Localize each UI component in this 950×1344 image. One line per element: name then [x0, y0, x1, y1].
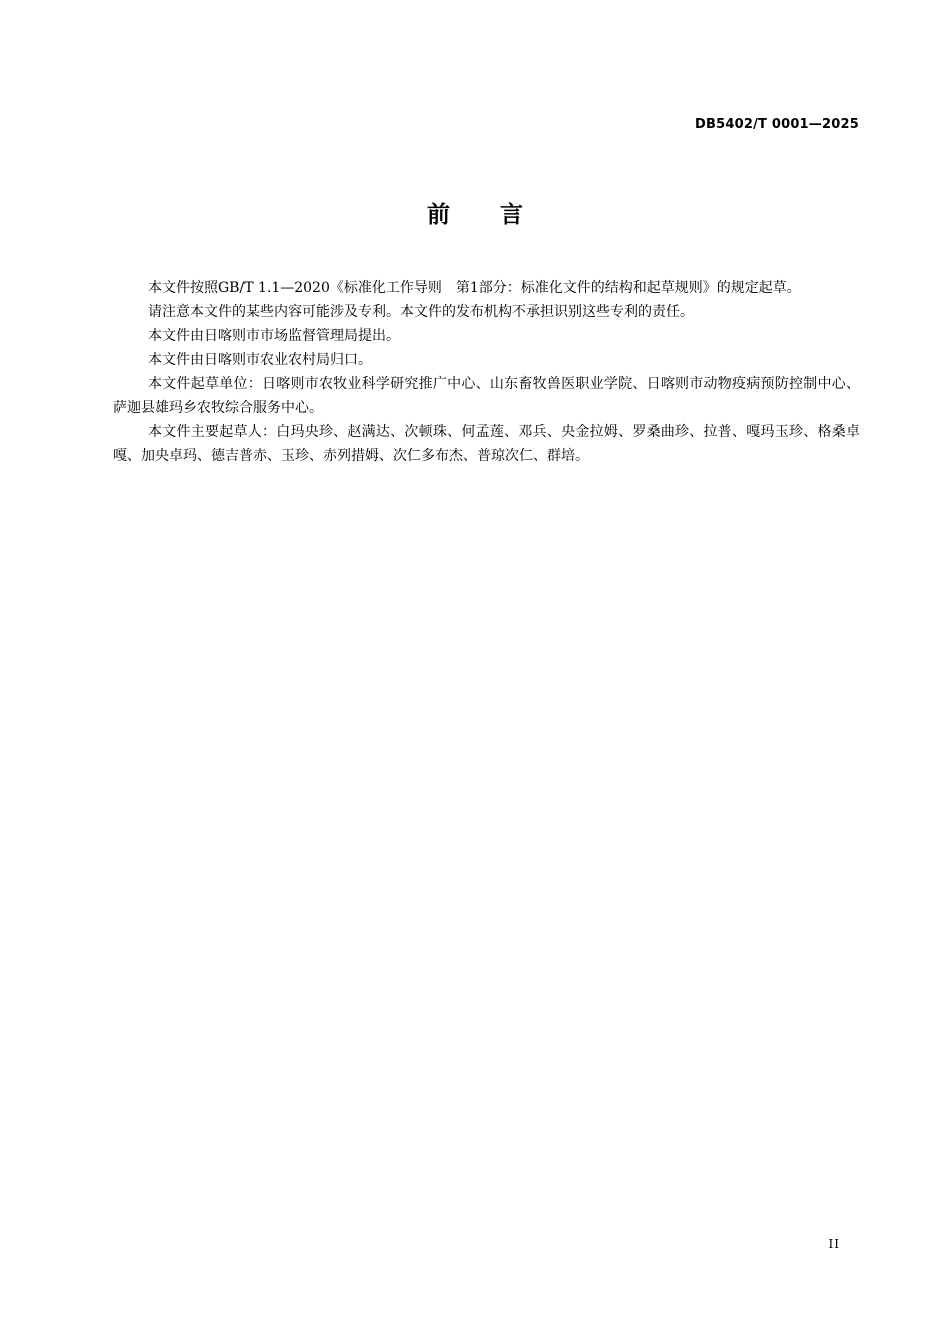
page-title: [0, 198, 950, 232]
paragraph-drafting-rules: 本文件按照GB/T 1.1—2020《标准化工作导则 第1部分：标准化文件的结构和起草规则》的规定起草。: [148, 280, 801, 296]
document-code: DB5402/T 0001—2025: [695, 117, 859, 132]
paragraph-drafters: 本文件主要起草人：白玛央珍、赵满达、次顿珠、何孟莲、邓兵、央金拉姆、罗桑曲珍、拉普、嘎玛玉珍、格桑卓嘎、加央卓玛、德吉普赤、玉珍、赤列措姆、次仁多布杰、普琼次仁、群培。: [113, 424, 860, 464]
page-title-char-2: 言: [500, 202, 523, 228]
foreword-body: [113, 276, 860, 468]
paragraph-patent-notice: 请注意本文件的某些内容可能涉及专利。本文件的发布机构不承担识别这些专利的责任。: [148, 304, 694, 320]
paragraph-drafting-units: 本文件起草单位：日喀则市农牧业科学研究推广中心、山东畜牧兽医职业学院、日喀则市动物疫病预防控制中心、萨迦县雄玛乡农牧综合服务中心。: [113, 376, 860, 416]
paragraph-proposer: 本文件由日喀则市市场监督管理局提出。: [148, 328, 400, 344]
page-number: II: [828, 1237, 840, 1251]
page-title-char-1: 前: [427, 202, 450, 228]
paragraph-centralized-unit: 本文件由日喀则市农业农村局归口。: [148, 352, 372, 368]
